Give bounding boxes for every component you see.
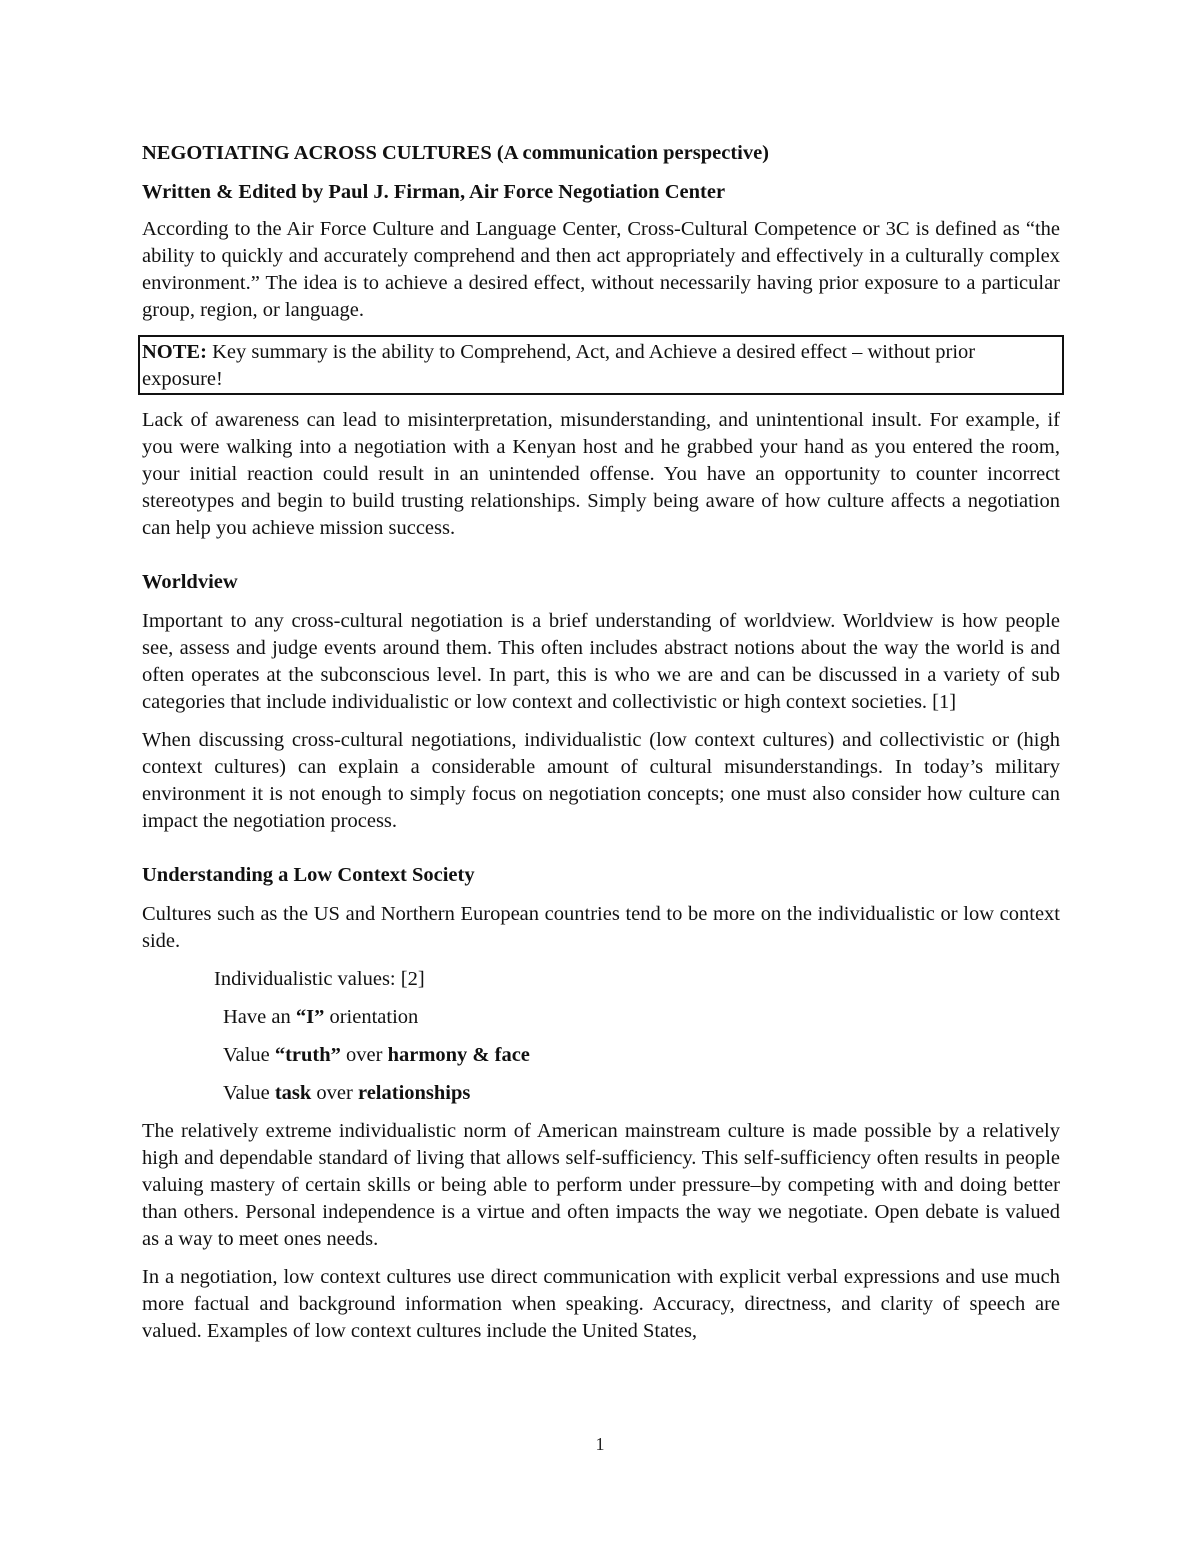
author-byline: Written & Edited by Paul J. Firman, Air Force Negotiation Center — [142, 181, 726, 203]
list-item-text: orientation — [324, 1006, 419, 1028]
list-item-emphasis: relationships — [357, 1082, 471, 1104]
low-context-heading: Understanding a Low Context Society — [142, 864, 475, 886]
list-item-emphasis: “truth” — [274, 1044, 341, 1066]
document-title: NEGOTIATING ACROSS CULTURES (A communication perspective) — [142, 142, 770, 164]
worldview-paragraph-1: Important to any cross-cultural negotiation is a brief understanding of worldview. Worldview is how people see, assess and judge events around them. This often includes abstract notions about the way the world is and often operates at the subconscious level. In part, this is who we are and can be discussed in a variety of sub categories that include individualistic or low context and collectivistic or high context societies. [1] — [142, 610, 1060, 713]
values-list-item — [223, 1042, 1060, 1069]
worldview-paragraph-2: When discussing cross-cultural negotiations, individualistic (low context cultures) and collectivistic or (high context cultures) can explain a considerable amount of cultural misunderstandings. In today’s military environment it is not enough to simply focus on negotiation concepts; one must also consider how culture can impact the negotiation process. — [142, 729, 1060, 832]
list-item-text: Value — [223, 1044, 275, 1066]
low-context-paragraph-2: The relatively extreme individualistic norm of American mainstream culture is made possible by a relatively high and dependable standard of living that allows self-sufficiency. This self-sufficiency often results in people valuing mastery of certain skills or being able to perform under pressure–by competing with and doing better than others. Personal independence is a virtue and often impacts the way we negotiate. Open debate is valued as a way to meet ones needs. — [142, 1120, 1060, 1250]
intro-paragraph: According to the Air Force Culture and Language Center, Cross-Cultural Competence or 3C is defined as “the ability to quickly and accurately comprehend and then act appropriately and effectively in a culturally complex environment.” The idea is to achieve a desired effect, without necessarily having prior exposure to a particular group, region, or language. — [142, 218, 1060, 321]
awareness-paragraph: Lack of awareness can lead to misinterpretation, misunderstanding, and unintentional insult. For example, if you were walking into a negotiation with a Kenyan host and he grabbed your hand as you entered the room, your initial reaction could result in an unintended offense. You have an opportunity to counter incorrect stereotypes and begin to build trusting relationships. Simply being aware of how culture affects a negotiation can help you achieve mission success. — [142, 409, 1060, 539]
list-item-text: over — [311, 1082, 358, 1104]
low-context-paragraph-1: Cultures such as the US and Northern European countries tend to be more on the individualistic or low context side. — [142, 903, 1060, 952]
list-item-emphasis: “I” — [295, 1006, 325, 1028]
values-list-item — [223, 1004, 1060, 1031]
note-text: Key summary is the ability to Comprehend, Act, and Achieve a desired effect – without prior exposure! — [142, 341, 976, 390]
low-context-paragraph-3: In a negotiation, low context cultures use direct communication with explicit verbal expressions and use much more factual and background information when speaking. Accuracy, directness, and clarity of speech are valued. Examples of low context cultures include the United States, — [142, 1266, 1060, 1342]
note-box — [138, 335, 1064, 395]
list-item-emphasis: harmony & face — [387, 1044, 530, 1066]
document-body — [142, 140, 1060, 1345]
values-list-title: Individualistic values: [2] — [214, 968, 425, 990]
list-item-emphasis: task — [274, 1082, 312, 1104]
list-item-text: Value — [223, 1082, 275, 1104]
list-item-text: over — [340, 1044, 388, 1066]
note-label: NOTE: — [142, 341, 207, 363]
page-number: 1 — [595, 1434, 605, 1454]
worldview-heading: Worldview — [142, 571, 238, 593]
values-list-item — [223, 1080, 1060, 1107]
list-item-text: Have an — [223, 1006, 296, 1028]
